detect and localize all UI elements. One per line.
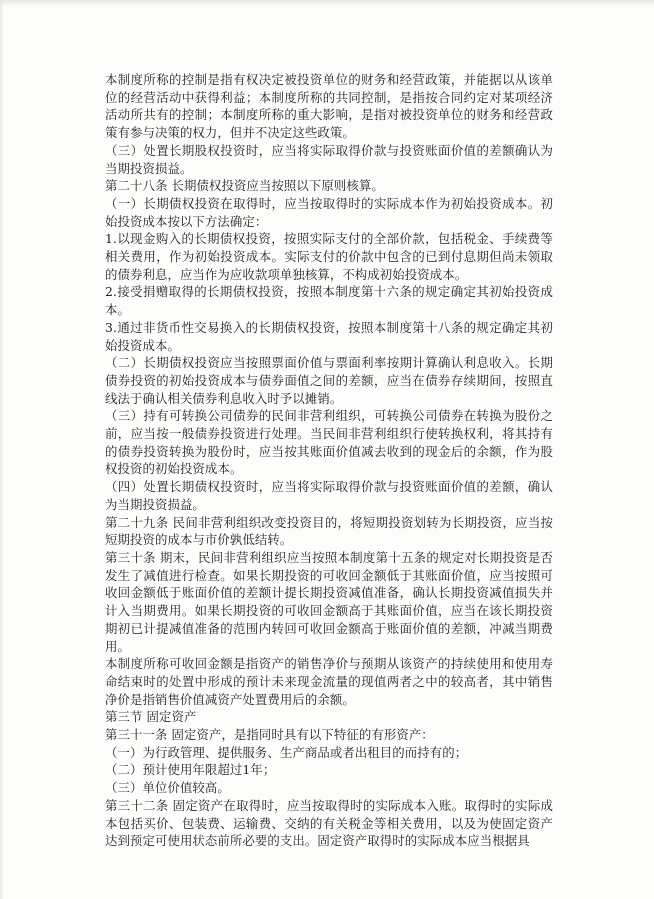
scan-edge-shadow-top bbox=[0, 0, 654, 6]
article-32: 第三十二条 固定资产在取得时，应当按取得时的实际成本入账。取得时的实际成本包括买价、包装费、运输费、交纳的有关税金等相关费用，以及为使固定资产达到预定可使用状态前所必要的支出。固定资产取得时的实际成本应当根据具 bbox=[105, 797, 553, 849]
article-28-heading: 第二十八条 长期债权投资应当按照以下原则核算。 bbox=[105, 178, 384, 194]
scan-edge-shadow-left bbox=[0, 0, 4, 899]
list-item-purpose: （一）为行政管理、提供服务、生产商品或者出租目的而持有的； bbox=[105, 744, 468, 760]
article-31: 第三十一条 固定资产，是指同时具有以下特征的有形资产： bbox=[105, 727, 434, 743]
paragraph-equity-disposal: （三）处置长期股权投资时，应当将实际取得价款与投资账面价值的差额确认为当期投资损益。 bbox=[105, 142, 553, 176]
paragraph-recoverable-amount: 本制度所称可收回金额是指资产的销售净价与预期从该资产的持续使用和使用寿命结束时的处置中形成的预计未来现金流量的现值两者之中的较高者，其中销售净价是指销售价值减资产处置费用后的余额。 bbox=[105, 656, 553, 707]
section-heading-fixed-assets: 第三节 固定资产 bbox=[105, 709, 197, 725]
paragraph-control-definition: 本制度所称的控制是指有权决定被投资单位的财务和经营政策，并能据以从该单位的经营活动中获得利益；本制度所称的共同控制，是指按合同约定对某项经济活动所共有的控制；本制度所称的重大影响，是指对被投资单位的财务和经营政策有参与决策的权力，但并不决定这些政策。 bbox=[105, 72, 553, 141]
list-item-unit-value: （三）单位价值较高。 bbox=[105, 780, 230, 796]
list-item-useful-life: （二）预计使用年限超过1年； bbox=[105, 762, 276, 778]
list-item-donation: 2.接受捐赠取得的长期债权投资，按照本制度第十六条的规定确定其初始投资成本。 bbox=[105, 284, 553, 318]
paragraph-debt-initial-cost: （一）长期债权投资在取得时，应当按取得时的实际成本作为初始投资成本。初始投资成本按以下方法确定： bbox=[105, 195, 553, 229]
article-30: 第三十条 期末，民间非营利组织应当按照本制度第十五条的规定对长期投资是否发生了减值进行检查。如果长期投资的可收回金额低于其账面价值，应当按照可收回金额低于账面价值的差额计提长期投资减值准备，确认长期投资减值损失并计入当期费用。如果长期投资的可收回金额高于其账面价值，应当在该长期投资期初已计提减值准备的范围内转回可收回金额高于账面价值的差额，冲减当期费用。 bbox=[105, 549, 553, 654]
list-item-non-monetary: 3.通过非货币性交易换入的长期债权投资，按照本制度第十八条的规定确定其初始投资成本。 bbox=[105, 319, 553, 353]
paragraph-debt-disposal: （四）处置长期债权投资时，应当将实际取得价款与投资账面价值的差额，确认为当期投资损益。 bbox=[105, 479, 553, 512]
paragraph-convertible-bonds: （三）持有可转换公司债券的民间非营利组织，可转换公司债券在转换为股份之前，应当按一般债券投资进行处理。当民间非营利组织行使转换权利，将其持有的债券投资转换为股份时，应当按其账面价值减去收到的现金后的余额，作为股权投资的初始投资成本。 bbox=[105, 408, 553, 477]
document-body bbox=[105, 71, 553, 850]
paragraph-interest-income: （二）长期债权投资应当按照票面价值与票面利率按期计算确认利息收入。长期债券投资的初始投资成本与债券面值之间的差额，应当在债券存续期间，按照直线法于确认相关债券利息收入时予以摊销。 bbox=[105, 355, 553, 406]
article-29: 第二十九条 民间非营利组织改变投资目的，将短期投资划转为长期投资，应当按短期投资的成本与市价孰低结转。 bbox=[105, 514, 553, 548]
list-item-cash-purchase: 1.以现金购入的长期债权投资，按照实际支付的全部价款，包括税金、手续费等相关费用，作为初始投资成本。实际支付的价款中包含的已到付息期但尚未领取的债券利息，应当作为应收款项单独核算，不构成初始投资成本。 bbox=[105, 231, 553, 282]
